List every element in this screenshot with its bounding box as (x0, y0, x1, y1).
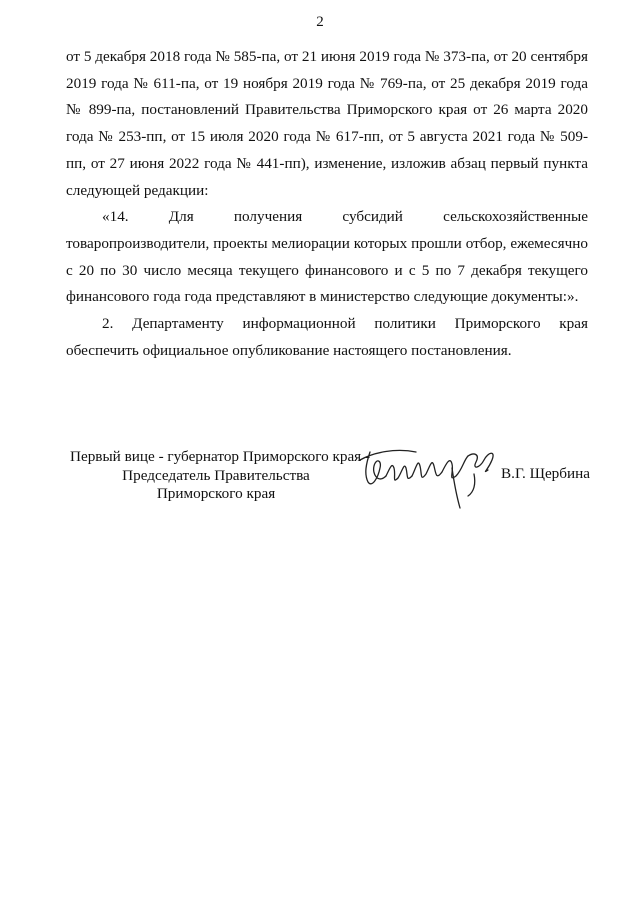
signer-title-line-2: Председатель Правительства (122, 466, 310, 484)
page-number: 2 (316, 14, 324, 30)
signer-title-line-3: Приморского края (156, 485, 276, 502)
paragraph-point-14: «14. Для получения субсидий сельскохозяйственные товаропроизводители, проекты мелиорации которых прошли отбор, ежемесячно с 20 по 30 число месяца текущего финансового и с 5 по 7 декабря текущего финансового года года представляют в министерство следующие документы:». (66, 208, 588, 306)
signer-title-line-1: Первый вице - губернатор Приморского края - (70, 448, 371, 465)
signer-name: В.Г. Щербина (501, 465, 590, 482)
signer-title (66, 448, 371, 504)
signature-block (66, 448, 590, 518)
paragraph-item-2: 2. Департаменту информационной политики Приморского края обеспечить официальное опубликование настоящего постановления. (66, 315, 588, 359)
document-body (66, 44, 588, 364)
paragraph-continuation: от 5 декабря 2018 года № 585-па, от 21 июня 2019 года № 373-па, от 20 сентября 2019 года № 611-па, от 19 ноября 2019 года № 769-па, от 25 декабря 2019 года № 899-па, постановлений Правительства Приморского края от 26 марта 2020 года № 253-пп, от 15 июля 2020 года № 617-пп, от 5 августа 2021 года № 509-пп, от 27 июня 2022 года № 441-пп), изменение, изложив абзац первый пункта следующей редакции: (66, 48, 588, 199)
